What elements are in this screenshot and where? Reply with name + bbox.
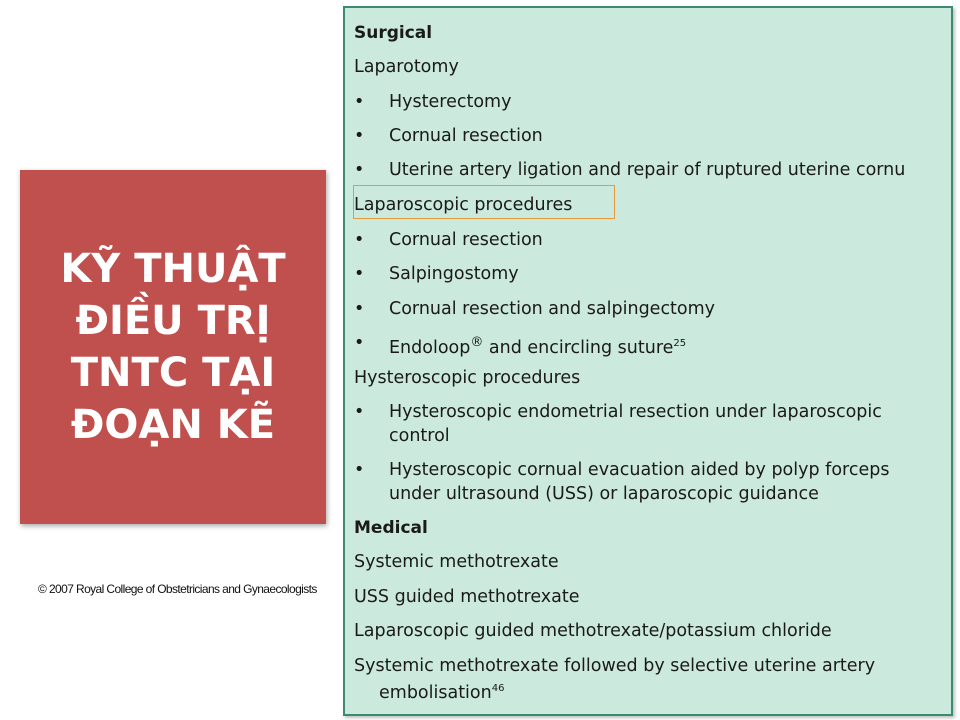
title-line: ĐOẠN KẼ [70,402,276,448]
list-item: Salpingostomy [389,264,519,284]
list-item: Hysteroscopic endometrial resection under laparoscopic control [389,402,882,446]
bullet-icon: • [354,333,365,353]
slide-title [60,243,285,451]
reference-number: 46 [491,683,505,694]
treatment-table-panel [343,6,953,716]
bullet-icon: • [354,160,365,180]
title-line: ĐIỀU TRỊ [75,298,271,344]
medical-item-last-line2 [379,677,504,705]
bullet-icon: • [354,402,365,422]
hysteroscopic-label: Hysteroscopic procedures [354,368,581,388]
list-item: Hysteroscopic cornual evacuation aided by polyp forceps under ultrasound (USS) or laparoscopic guidance [389,460,890,504]
surgical-heading: Surgical [354,23,433,43]
bullet-icon: • [354,92,365,112]
bullet-icon: • [354,230,365,250]
medical-item: Laparoscopic guided methotrexate/potassium chloride [354,621,832,641]
list-item: Uterine artery ligation and repair of ruptured uterine cornu [389,160,906,180]
bullet-icon: • [354,460,365,480]
copyright-notice: © 2007 Royal College of Obstetricians and Gynaecologists [38,582,317,596]
list-item: Cornual resection [389,230,543,250]
medical-item: USS guided methotrexate [354,587,580,607]
embolisation-text: embolisation [379,682,492,703]
bullet-icon: • [354,126,365,146]
endoloop-suffix: and encircling suture [483,337,674,358]
bullet-icon: • [354,299,365,319]
list-item-endoloop [389,331,686,360]
list-item: Cornual resection [389,126,543,146]
medical-item-last-line1: Systemic methotrexate followed by selective uterine artery [354,656,876,676]
laparoscopic-label: Laparoscopic procedures [354,195,573,215]
registered-mark: ® [470,335,484,350]
medical-item: Systemic methotrexate [354,552,559,572]
list-item: Cornual resection and salpingectomy [389,299,716,319]
medical-heading: Medical [354,518,428,538]
title-line: TNTC TẠI [70,350,276,396]
title-box [20,170,326,524]
bullet-icon: • [354,264,365,284]
title-line: KỸ THUẬT [60,246,286,292]
reference-number: 25 [673,338,687,349]
endoloop-text: Endoloop [389,337,471,358]
list-item: Hysterectomy [389,92,512,112]
laparotomy-label: Laparotomy [354,57,459,77]
